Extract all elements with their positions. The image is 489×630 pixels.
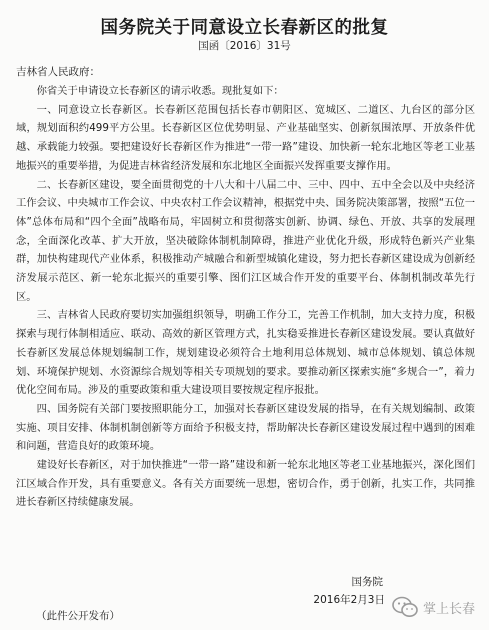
issue-date: 2016年2月3日	[313, 594, 385, 606]
document-body	[16, 82, 475, 512]
document-title: 国务院关于同意设立长春新区的批复	[100, 18, 389, 38]
wechat-logo-icon	[392, 596, 418, 618]
watermark	[392, 596, 475, 618]
recipient-line: 吉林省人民政府：	[16, 66, 100, 78]
publication-note: （此件公开发布）	[36, 610, 120, 622]
paragraph-2: 二、长春新区建设，要全面贯彻党的十八大和十八届二中、三中、四中、五中全会以及中央经济工作会议、中央城市工作会议、中央农村工作会议精神，根据党中央、国务院决策部署，按照“五位一体”总体布局和“四个全面”战略布局，牢固树立和贯彻落实创新、协调、绿色、开放、共享的发展理念，全面深化改革、扩大开放，坚决破除体制机制障碍，推进产业优化升级，形成特色新兴产业集群，加快构建现代产业体系，积极推动产城融合和新型城镇化建设，努力把长春新区建设成为创新经济发展示范区、新一轮东北振兴的重要引擎、图们江区域合作开发的重要平台、体制机制改革先行区。	[16, 178, 475, 303]
paragraph-4: 四、国务院有关部门要按照职能分工，加强对长春新区建设发展的指导，在有关规划编制、政策实施、项目安排、体制机制创新等方面给予积极支持，帮助解决长春新区建设发展过程中遇到的困难和问题，营造良好的政策环境。	[16, 402, 475, 453]
watermark-text: 掌上长春	[422, 601, 475, 617]
document-number: 国函〔2016〕31号	[198, 40, 291, 52]
paragraph-closing: 建设好长春新区，对于加快推进“一带一路”建设和新一轮东北地区等老工业基地振兴，深化图们江区域合作开发，具有重要意义。各有关方面要统一思想，密切合作，勇于创新，扎实工作，共同推进长春新区持续健康发展。	[16, 459, 475, 509]
paragraph-intro: 你省关于申请设立长春新区的请示收悉。现批复如下：	[36, 85, 284, 97]
signature: 国务院	[351, 576, 383, 588]
paragraph-3: 三、吉林省人民政府要切实加强组织领导，明确工作分工，完善工作机制，加大支持力度，积极探索与现行体制相适应、联动、高效的新区管理方式，扎实稳妥推进长春新区建设发展。要认真做好长春新区发展总体规划编制工作，规划建设必须符合土地利用总体规划、城市总体规划、镇总体规划、环境保护规划、水资源综合规划等相关专项规划的要求。要推动新区探索实施“多规合一”，着力优化空间布局。涉及的重要政策和重大建设项目要按规定程序报批。	[16, 309, 475, 397]
paragraph-1: 一、同意设立长春新区。长春新区范围包括长春市朝阳区、宽城区、二道区、九台区的部分区域，规划面积约499平方公里。长春新区区位优势明显、产业基础坚实、创新氛围浓厚、开放条件优越、承载能力较强。要把建设好长春新区作为推进“一带一路”建设、加快新一轮东北地区等老工业基地振兴的重要举措，为促进吉林省经济发展和东北地区全面振兴发挥重要支撑作用。	[16, 103, 475, 172]
